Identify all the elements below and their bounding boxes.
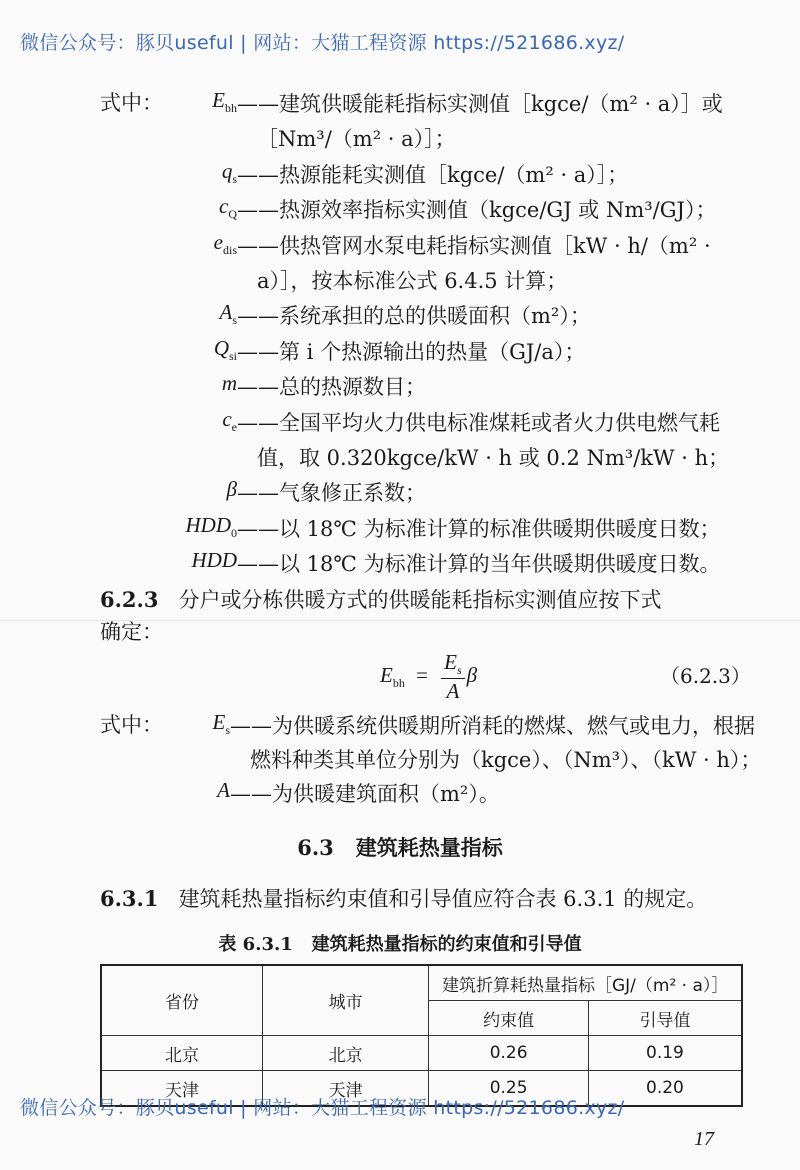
symbol-main: HDD	[185, 512, 231, 537]
definition-text: ——为供暖系统供暖期所消耗的燃煤、燃气或电力，根据	[230, 714, 755, 738]
formula-denominator: A	[446, 679, 460, 704]
table-caption-title: 建筑耗热量指标的约束值和引导值	[311, 934, 582, 955]
clause-6-3-1	[100, 884, 707, 914]
page-number: 17	[694, 1128, 714, 1150]
formula-lhs: E	[380, 662, 393, 687]
definition-symbol	[7, 300, 237, 328]
section-title	[0, 832, 800, 862]
symbol-main: c	[222, 406, 232, 431]
formula-6-2-3	[380, 650, 478, 704]
definition-text: ——以 18℃ 为标准计算的当年供暖期供暖度日数。	[237, 552, 721, 577]
symbol-subscript: s	[225, 723, 230, 738]
definition-text: ——气象修正系数；	[237, 481, 426, 506]
definition-text: ——第 i 个热源输出的热量（GJ/a）；	[237, 339, 586, 364]
definition-symbol	[7, 477, 237, 505]
symbol-main: q	[221, 158, 233, 183]
symbol-main: A	[217, 778, 230, 802]
header-guide: 引导值	[588, 1001, 742, 1036]
intro-label: 式中：	[100, 91, 163, 115]
definition-symbol	[7, 159, 237, 187]
clause-text-631: 建筑耗热量指标约束值和引导值应符合表 6.3.1 的规定。	[178, 887, 708, 911]
table-caption-number: 表 6.3.1	[218, 934, 293, 955]
symbol-subscript: Q	[228, 207, 237, 222]
cell-guide: 0.20	[588, 1071, 742, 1107]
watermark-bottom: 微信公众号：豚贝useful | 网站：大猫工程资源 https://521686.xyz/	[20, 1097, 625, 1119]
definition-text: 燃料种类其单位分别为（kgce）、（Nm³）、（kW · h）；	[250, 748, 762, 772]
symbol-main: E	[212, 710, 226, 734]
definition-symbol	[0, 778, 230, 806]
symbol-subscript: s	[232, 313, 237, 328]
definition-symbol	[7, 336, 237, 364]
definition-symbol	[7, 548, 237, 576]
definition-text: ——热源能耗实测值［kgce/（m² · a）］；	[237, 162, 629, 187]
cell-province: 天津	[101, 1071, 262, 1107]
definition-text: ——热源效率指标实测值（kgce/GJ 或 Nm³/GJ）；	[237, 198, 717, 223]
definition-symbol	[7, 230, 237, 258]
formula-numerator: E	[444, 650, 457, 674]
definition-text: ——供热管网水泵电耗指标实测值［kW · h/（m² ·	[237, 233, 711, 258]
header-city: 城市	[262, 965, 428, 1036]
definition-symbol	[7, 513, 237, 541]
symbol-subscript: e	[231, 419, 237, 434]
clause-6-2-3	[100, 585, 662, 615]
definition-symbol	[7, 88, 237, 116]
definition-text: ——全国平均火力供电标准煤耗或者火力供电燃气耗	[237, 410, 720, 435]
cell-city: 北京	[262, 1036, 428, 1071]
formula-factor: β	[466, 662, 478, 687]
symbol-main: A	[219, 300, 233, 325]
formula-lhs-sub: bh	[392, 676, 405, 691]
definition-text: a）］，按本标准公式 6.4.5 计算；	[257, 269, 568, 293]
symbol-main: Q	[213, 335, 229, 360]
symbol-subscript: s	[232, 171, 237, 186]
definition-text: 值，取 0.320kgce/kW · h 或 0.2 Nm³/kW · h；	[257, 446, 730, 470]
definition-text: ——以 18℃ 为标准计算的标准供暖期供暖度日数；	[237, 516, 721, 541]
cell-province: 北京	[101, 1036, 262, 1071]
symbol-subscript: si	[228, 348, 237, 363]
cell-guide: 0.19	[588, 1036, 742, 1071]
definition-symbol	[0, 710, 230, 738]
table-row	[101, 1036, 742, 1071]
equation-number: （6.2.3）	[660, 664, 751, 688]
symbol-main: β	[226, 477, 237, 502]
symbol-subscript: dis	[222, 242, 237, 257]
clause-text: 分户或分栋供暖方式的供暖能耗指标实测值应按下式	[178, 588, 662, 612]
section-heading: 建筑耗热量指标	[355, 835, 503, 860]
watermark-top: 微信公众号：豚贝useful | 网站：大猫工程资源 https://521686.xyz/	[20, 32, 625, 54]
clause-number-631: 6.3.1	[100, 886, 159, 911]
definition-text: ——总的热源数目；	[237, 375, 426, 400]
definition-symbol	[7, 407, 237, 435]
header-index-group: 建筑折算耗热量指标［GJ/（m² · a）］	[429, 965, 742, 1001]
table-caption	[0, 930, 800, 956]
formula-fraction	[441, 650, 465, 704]
definition-symbol	[7, 371, 237, 399]
symbol-main: c	[219, 194, 229, 219]
definition-text: ——系统承担的总的供暖面积（m²）；	[237, 304, 591, 329]
definition-symbol	[7, 194, 237, 222]
symbol-main: e	[213, 229, 223, 254]
definition-text: ——建筑供暖能耗指标实测值［kgce/（m² · a）］或	[237, 92, 723, 116]
symbol-subscript: 0	[231, 525, 237, 540]
intro-label-2: 式中：	[100, 713, 163, 737]
cell-city: 天津	[262, 1071, 428, 1107]
clause-6-2-3-cont: 确定：	[100, 620, 163, 644]
symbol-main: m	[221, 371, 237, 396]
header-province: 省份	[101, 965, 262, 1036]
section-number: 6.3	[297, 835, 334, 860]
symbol-main: E	[212, 88, 225, 112]
cell-constraint: 0.26	[429, 1036, 589, 1071]
formula-equals: =	[416, 662, 428, 687]
symbol-main: HDD	[191, 548, 237, 573]
definition-text: ——为供暖建筑面积（m²）。	[230, 782, 500, 806]
definition-text: ［Nm³/（m² · a）］；	[257, 127, 456, 152]
heat-index-table	[100, 964, 743, 1107]
header-constraint: 约束值	[429, 1001, 589, 1036]
clause-number: 6.2.3	[100, 587, 159, 612]
formula-numerator-sub: s	[457, 663, 462, 678]
cell-constraint: 0.25	[429, 1071, 589, 1107]
symbol-subscript: bh	[225, 101, 237, 116]
